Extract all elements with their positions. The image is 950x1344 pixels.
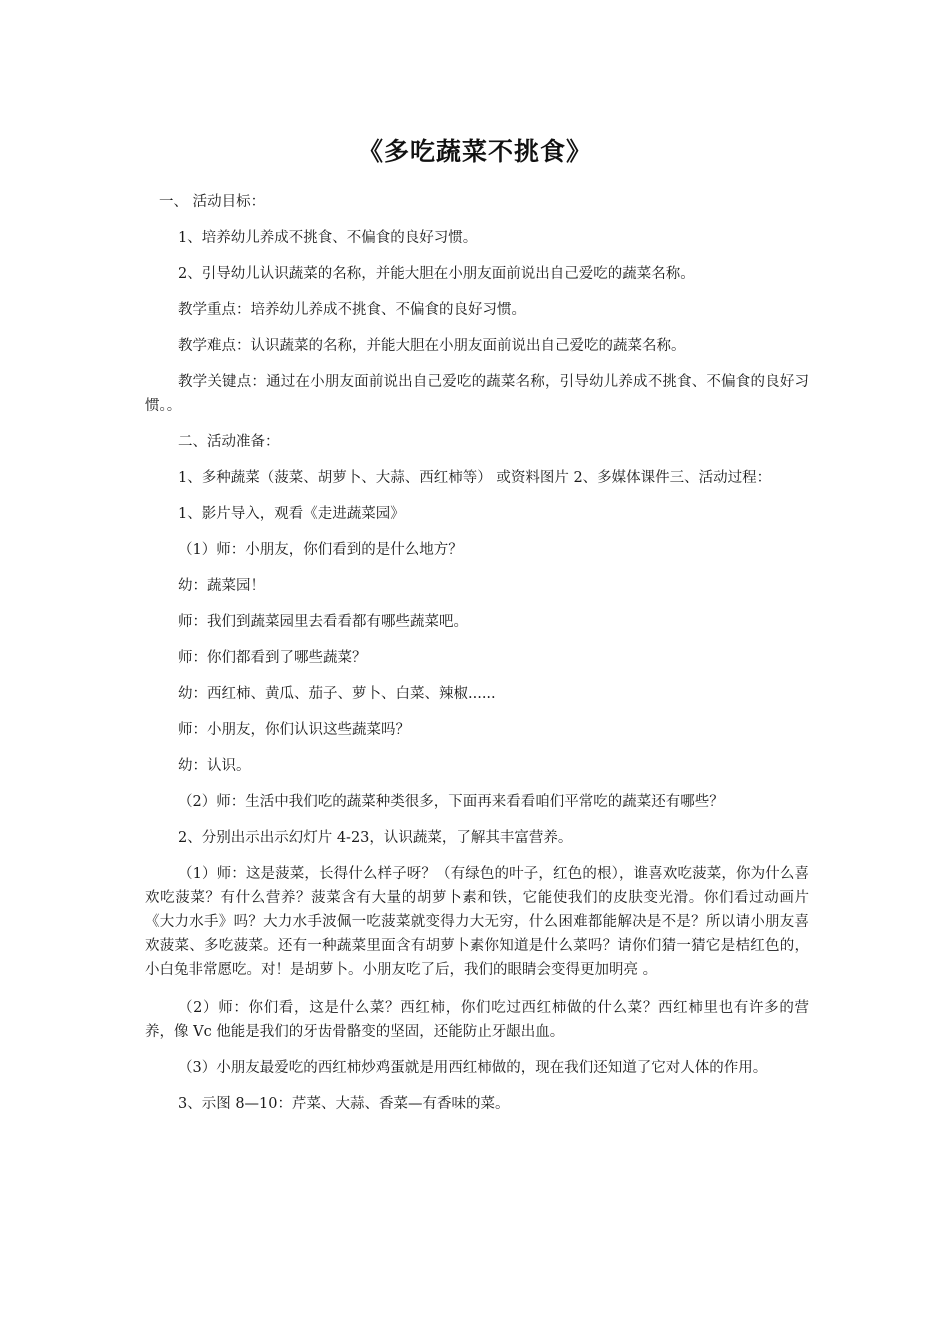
section-heading-goals: 一、 活动目标：	[159, 194, 266, 210]
dialogue-line: 师：我们到蔬菜园里去看看都有哪些蔬菜吧。	[178, 614, 468, 630]
paragraph: （1）师：这是菠菜，长得什么样子呀？（有绿色的叶子，红色的根），谁喜欢吃菠菜，你为什么喜欢吃菠菜？有什么营养？菠菜含有大量的胡萝卜素和铁，它能使我们的皮肤变光滑。你们看过动画片《大力水手》吗？大力水手波佩一吃菠菜就变得力大无穷，什么困难都能解决是不是？所以请小朋友喜欢菠菜、多吃菠菜。还有一种蔬菜里面含有胡萝卜素你知道是什么菜吗？请你们猜一猜它是桔红色的，小白兔非常愿吃。对！是胡萝卜。小朋友吃了后，我们的眼睛会变得更加明亮 。	[145, 866, 809, 978]
paragraph: 1、培养幼儿养成不挑食、不偏食的良好习惯。	[178, 230, 478, 246]
paragraph: （3）小朋友最爱吃的西红柿炒鸡蛋就是用西红柿做的，现在我们还知道了它对人体的作用。	[178, 1060, 768, 1076]
dialogue-line: 师：小朋友，你们认识这些蔬菜吗？	[178, 722, 410, 738]
paragraph: 1、影片导入，观看《走进蔬菜园》	[178, 506, 405, 522]
paragraph: 2、引导幼儿认识蔬菜的名称，并能大胆在小朋友面前说出自己爱吃的蔬菜名称。	[178, 266, 695, 282]
dialogue-line: 幼：认识。	[178, 758, 251, 774]
section-heading-preparation: 二、活动准备：	[178, 434, 280, 450]
dialogue-line: （2）师：生活中我们吃的蔬菜种类很多，下面再来看看咱们平常吃的蔬菜还有哪些？	[178, 794, 724, 810]
paragraph: 教学关键点：通过在小朋友面前说出自己爱吃的蔬菜名称，引导幼儿养成不挑食、不偏食的良好习惯。。	[145, 374, 809, 414]
dialogue-line: 幼：蔬菜园！	[178, 578, 265, 594]
paragraph: 教学难点：认识蔬菜的名称，并能大胆在小朋友面前说出自己爱吃的蔬菜名称。	[178, 338, 686, 354]
paragraph: 3、示图 8—10：芹菜、大蒜、香菜—有香味的菜。	[178, 1096, 510, 1112]
paragraph: （2）师：你们看，这是什么菜？西红柿，你们吃过西红柿做的什么菜？西红柿里也有许多的营养，像 Vc 他能是我们的牙齿骨骼变的坚固，还能防止牙龈出血。	[145, 1000, 809, 1040]
paragraph: 1、多种蔬菜（菠菜、胡萝卜、大蒜、西红柿等） 或资料图片 2、多媒体课件三、活动过程：	[178, 470, 772, 486]
dialogue-line: 师：你们都看到了哪些蔬菜？	[178, 650, 367, 666]
document-body	[145, 190, 809, 1128]
paragraph: 2、分别出示出示幻灯片 4-23，认识蔬菜，了解其丰富营养。	[178, 830, 573, 846]
document-title: 《多吃蔬菜不挑食》	[357, 137, 592, 166]
dialogue-line: （1）师：小朋友，你们看到的是什么地方？	[178, 542, 463, 558]
dialogue-line: 幼：西红柿、黄瓜、茄子、萝卜、白菜、辣椒......	[178, 686, 496, 702]
paragraph: 教学重点：培养幼儿养成不挑食、不偏食的良好习惯。	[178, 302, 526, 318]
